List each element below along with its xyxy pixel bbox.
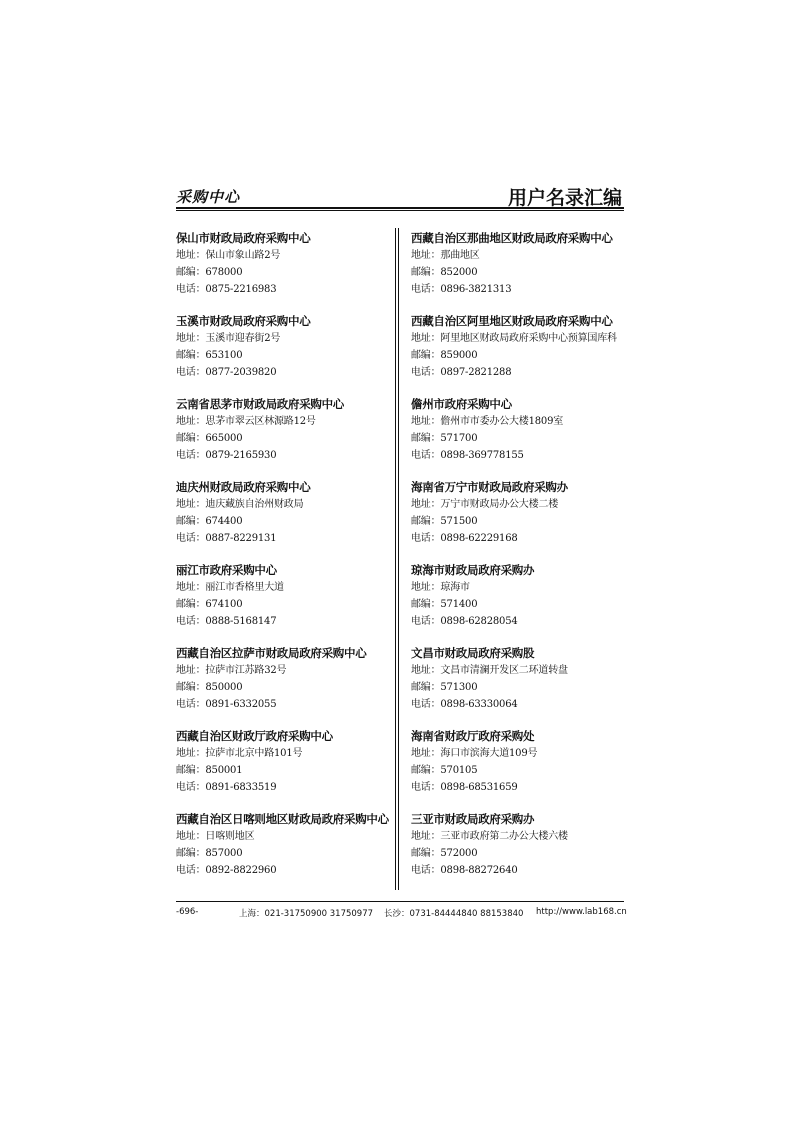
- directory-entry: [411, 645, 626, 728]
- directory-entry: [411, 562, 626, 645]
- entry-address: 地址：阿里地区财政局政府采购中心预算国库科: [411, 333, 617, 344]
- entry-address: 地址：拉萨市江苏路32号: [176, 665, 287, 676]
- entry-name: 云南省思茅市财政局政府采购中心: [176, 397, 344, 411]
- directory-entry: [411, 313, 626, 396]
- entry-phone: 电话：0892-8822960: [176, 865, 277, 876]
- entry-address: 地址：迪庆藏族自治州财政局: [176, 499, 304, 510]
- directory-entry: [411, 728, 626, 811]
- entry-postcode: 邮编：570105: [411, 765, 478, 776]
- entry-phone: 电话：0879-2165930: [176, 450, 277, 461]
- directory-entry: [176, 396, 386, 479]
- entry-postcode: 邮编：571500: [411, 516, 478, 527]
- entry-phone: 电话：0888-5168147: [176, 616, 277, 627]
- entry-address: 地址：儋州市市委办公大楼1809室: [411, 416, 564, 427]
- entry-name: 迪庆州财政局政府采购中心: [176, 480, 311, 494]
- entry-phone: 电话：0887-8229131: [176, 533, 277, 544]
- entry-postcode: 邮编：665000: [176, 433, 243, 444]
- entry-name: 海南省万宁市财政局政府采购办: [411, 480, 568, 494]
- entry-address: 地址：那曲地区: [411, 250, 480, 261]
- entry-address: 地址：海口市滨海大道109号: [411, 748, 538, 759]
- entry-postcode: 邮编：850000: [176, 682, 243, 693]
- footer-changsha-phone: 长沙：0731-84444840 88153840: [384, 909, 524, 919]
- entry-postcode: 邮编：571700: [411, 433, 478, 444]
- entry-name: 丽江市政府采购中心: [176, 563, 277, 577]
- directory-entry: [176, 230, 386, 313]
- directory-entry: [176, 479, 386, 562]
- footer-rule: [176, 901, 624, 902]
- entry-address: 地址：琼海市: [411, 582, 470, 593]
- entry-address: 地址：拉萨市北京中路101号: [176, 748, 303, 759]
- entry-name: 西藏自治区财政厅政府采购中心: [176, 729, 333, 743]
- entry-postcode: 邮编：572000: [411, 848, 478, 859]
- entry-postcode: 邮编：852000: [411, 267, 478, 278]
- entry-address: 地址：玉溪市迎春街2号: [176, 333, 281, 344]
- entry-address: 地址：日喀则地区: [176, 831, 255, 842]
- column-divider: [395, 228, 399, 890]
- entry-name: 西藏自治区拉萨市财政局政府采购中心: [176, 646, 367, 660]
- entry-name: 琼海市财政局政府采购办: [411, 563, 535, 577]
- entry-phone: 电话：0875-2216983: [176, 284, 277, 295]
- entry-postcode: 邮编：850001: [176, 765, 243, 776]
- entry-phone: 电话：0896-3821313: [411, 284, 512, 295]
- directory-entry: [411, 479, 626, 562]
- entry-name: 西藏自治区日喀则地区财政局政府采购中心: [176, 812, 389, 826]
- entry-name: 海南省财政厅政府采购处: [411, 729, 535, 743]
- directory-entry: [176, 811, 389, 894]
- entry-phone: 电话：0898-88272640: [411, 865, 518, 876]
- directory-entry: [176, 313, 386, 396]
- right-column: [411, 230, 626, 894]
- entry-name: 西藏自治区阿里地区财政局政府采购中心: [411, 314, 613, 328]
- directory-entry: [411, 811, 626, 894]
- entry-phone: 电话：0898-63330064: [411, 699, 518, 710]
- entry-phone: 电话：0898-62828054: [411, 616, 518, 627]
- entry-phone: 电话：0891-6833519: [176, 782, 277, 793]
- directory-entry: [411, 230, 626, 313]
- entry-phone: 电话：0898-369778155: [411, 450, 524, 461]
- left-column: [176, 230, 389, 894]
- entry-name: 西藏自治区那曲地区财政局政府采购中心: [411, 231, 613, 245]
- directory-entry: [176, 645, 386, 728]
- entry-address: 地址：思茅市翠云区林源路12号: [176, 416, 316, 427]
- entry-phone: 电话：0877-2039820: [176, 367, 277, 378]
- directory-entry: [176, 728, 386, 811]
- entry-name: 保山市财政局政府采购中心: [176, 231, 311, 245]
- entry-address: 地址：文昌市清澜开发区二环道转盘: [411, 665, 568, 676]
- directory-entry: [411, 396, 626, 479]
- entry-postcode: 邮编：571400: [411, 599, 478, 610]
- entry-name: 三亚市财政局政府采购办: [411, 812, 535, 826]
- entry-postcode: 邮编：859000: [411, 350, 478, 361]
- header-book-title: 用户名录汇编: [507, 187, 622, 209]
- entry-phone: 电话：0898-68531659: [411, 782, 518, 793]
- header-section-title: 采购中心: [176, 188, 241, 206]
- entry-postcode: 邮编：674100: [176, 599, 243, 610]
- entry-name: 玉溪市财政局政府采购中心: [176, 314, 311, 328]
- footer-shanghai-phone: 上海：021-31750900 31750977: [239, 909, 374, 919]
- entry-postcode: 邮编：571300: [411, 682, 478, 693]
- entry-name: 文昌市财政局政府采购股: [411, 646, 535, 660]
- entry-postcode: 邮编：857000: [176, 848, 243, 859]
- entry-address: 地址：三亚市政府第二办公大楼六楼: [411, 831, 568, 842]
- header-rule: [176, 207, 624, 211]
- entry-address: 地址：万宁市财政局办公大楼二楼: [411, 499, 558, 510]
- entry-phone: 电话：0891-6332055: [176, 699, 277, 710]
- page-number: -696-: [176, 907, 199, 917]
- entry-postcode: 邮编：674400: [176, 516, 243, 527]
- entry-address: 地址：丽江市香格里大道: [176, 582, 284, 593]
- directory-entry: [176, 562, 386, 645]
- entry-name: 儋州市政府采购中心: [411, 397, 512, 411]
- entry-postcode: 邮编：653100: [176, 350, 243, 361]
- footer-website-link[interactable]: http://www.lab168.cn: [536, 907, 627, 917]
- entry-address: 地址：保山市象山路2号: [176, 250, 281, 261]
- entry-phone: 电话：0897-2821288: [411, 367, 512, 378]
- entry-phone: 电话：0898-62229168: [411, 533, 518, 544]
- entry-postcode: 邮编：678000: [176, 267, 243, 278]
